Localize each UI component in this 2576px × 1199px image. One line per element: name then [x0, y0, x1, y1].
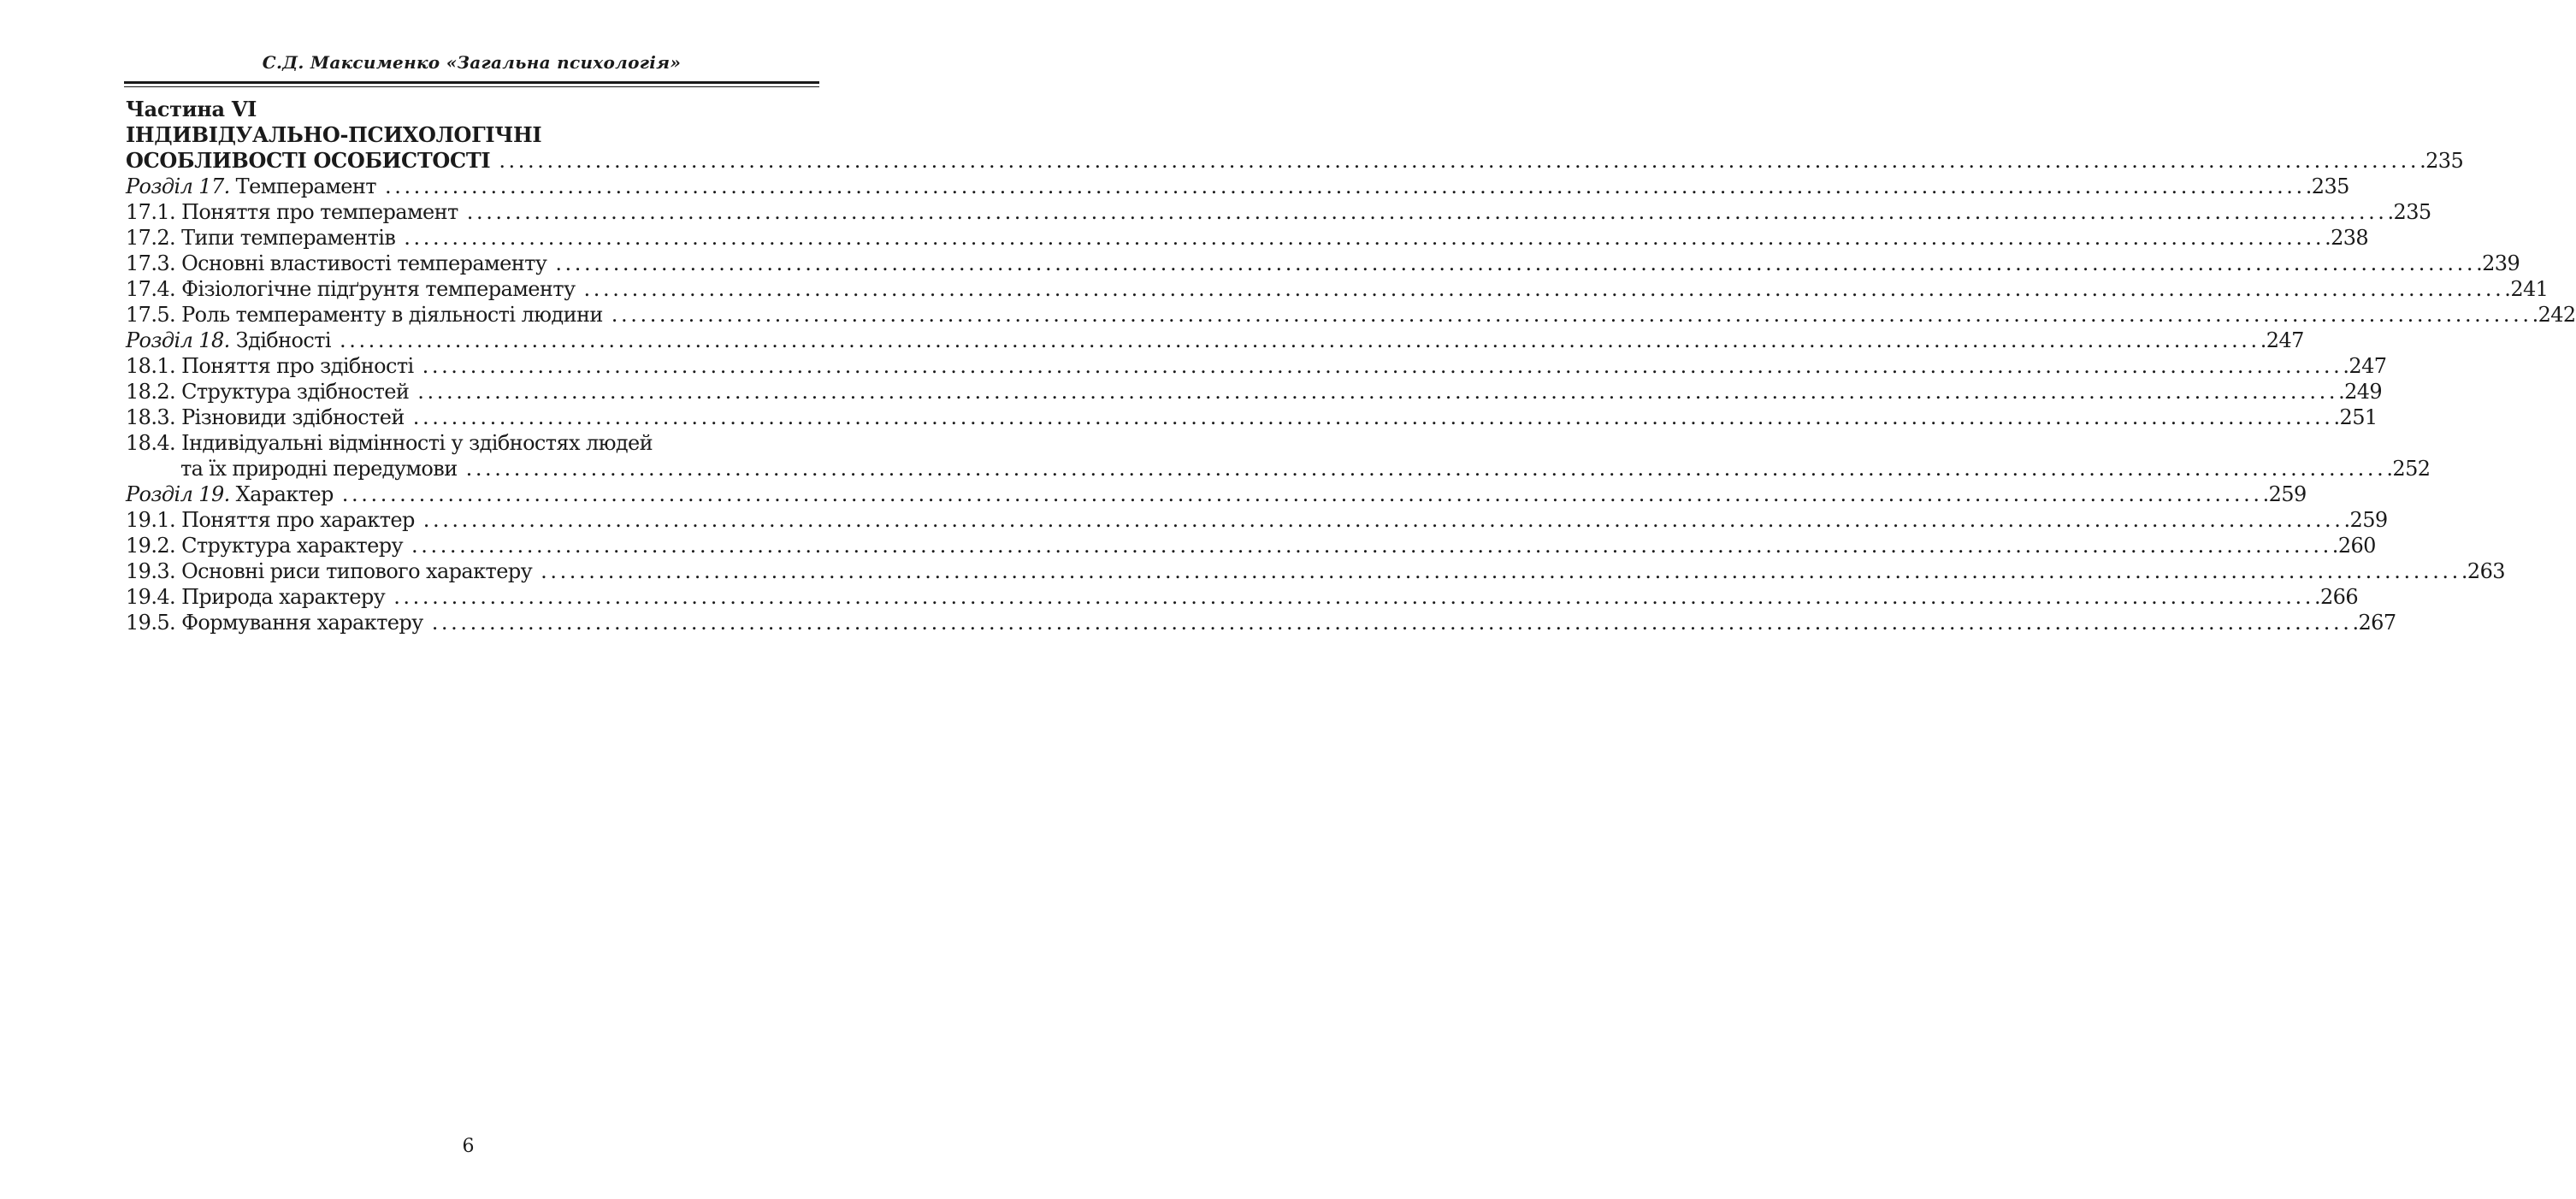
chapter-prefix: Розділ 18. — [126, 328, 230, 352]
part-title-line1: ІНДИВІДУАЛЬНО-ПСИХОЛОГІЧНІ — [126, 122, 542, 147]
toc-page: .241 — [2504, 277, 2549, 301]
running-head: С.Д. Максименко «Загальна психологія» — [262, 52, 682, 73]
header-rule-thick — [124, 81, 819, 84]
chapter-prefix: Розділ 19. — [126, 482, 230, 506]
toc-item-row — [126, 251, 2520, 276]
toc-item-row — [126, 353, 2387, 379]
leader-dots: ........................................................................................................................................................................................................ — [465, 457, 2387, 481]
page-number: 6 — [462, 1136, 475, 1157]
chapter-heading — [126, 174, 376, 199]
chapter-title: Здібності — [229, 328, 331, 352]
leader-dots: ........................................................................................................................................................................................................ — [431, 611, 2353, 635]
leader-dots: ........................................................................................................................................................................................................ — [499, 149, 2420, 173]
leader-dots: ........................................................................................................................................................................................................ — [466, 200, 2388, 224]
toc-chapter-row — [126, 481, 2307, 507]
toc-page: .259 — [2343, 508, 2388, 532]
toc-item-title: 18.1. Поняття про здібності — [126, 354, 414, 378]
leader-dots: ........................................................................................................................................................................................................ — [339, 328, 2260, 352]
part-label-row — [126, 97, 818, 122]
toc-item-title: 19.3. Основні риси типового характеру — [126, 559, 533, 583]
toc-item-title: 17.3. Основні властивості темпераменту — [126, 251, 547, 275]
chapter-title: Темперамент — [229, 174, 376, 198]
chapter-prefix: Розділ 17. — [126, 174, 230, 198]
toc-page: .249 — [2338, 380, 2383, 404]
leader-dots: ........................................................................................................................................................................................................ — [422, 354, 2343, 378]
toc-item-row — [126, 225, 2369, 251]
toc-item-title: 19.2. Структура характеру — [126, 534, 404, 558]
toc-item-title: 18.2. Структура здібностей — [126, 380, 410, 404]
leader-dots: ........................................................................................................................................................................................................ — [404, 226, 2325, 250]
toc-page: .238 — [2325, 226, 2369, 250]
part-title-row-1 — [126, 122, 818, 148]
chapter-heading — [126, 328, 331, 353]
toc-item-row — [126, 533, 2376, 558]
toc-item-title: 17.5. Роль темпераменту в діяльності людини — [126, 303, 603, 327]
toc-item-row — [126, 558, 2505, 584]
toc-item-row — [126, 379, 2383, 405]
leader-dots: ........................................................................................................................................................................................................ — [384, 174, 2306, 198]
toc-item-row — [126, 430, 818, 456]
toc-item-title: 19.5. Формування характеру — [126, 611, 423, 635]
header-rule-thin — [124, 86, 819, 87]
toc-page: .239 — [2476, 251, 2520, 275]
toc-page: .235 — [2305, 174, 2349, 198]
toc-item-title: 17.1. Поняття про темперамент — [126, 200, 458, 224]
toc-chapter-row — [126, 174, 2349, 199]
toc-item-continuation-row — [126, 456, 2431, 481]
chapter-title: Характер — [229, 482, 334, 506]
toc-page: .260 — [2331, 534, 2376, 558]
toc-item-row — [126, 584, 2359, 610]
toc-page: .266 — [2313, 585, 2359, 609]
toc-page: .235 — [2387, 200, 2431, 224]
toc-item-title: 19.4. Природа характеру — [126, 585, 386, 609]
leader-dots: ........................................................................................................................................................................................................ — [393, 585, 2314, 609]
toc-item-title: 17.2. Типи темпераментів — [126, 226, 396, 250]
leader-dots: ........................................................................................................................................................................................................ — [417, 380, 2339, 404]
toc-item-row — [126, 276, 2549, 302]
part-label: Частина VI — [126, 97, 257, 121]
leader-dots: ........................................................................................................................................................................................................ — [411, 534, 2332, 558]
leader-dots: ........................................................................................................................................................................................................ — [341, 482, 2263, 506]
leader-dots: ........................................................................................................................................................................................................ — [583, 277, 2505, 301]
toc-chapter-row — [126, 328, 2304, 353]
part-page: .235 — [2419, 149, 2464, 173]
leader-dots: ........................................................................................................................................................................................................ — [422, 508, 2344, 532]
toc-page: .259 — [2262, 482, 2307, 506]
toc-page: .247 — [2343, 354, 2387, 378]
table-of-contents — [126, 97, 2576, 635]
toc-page: .252 — [2386, 457, 2431, 481]
part-title-row-2 — [126, 148, 2464, 174]
toc-item-title: 19.1. Поняття про характер — [126, 508, 415, 532]
toc-item-row — [126, 199, 2431, 225]
toc-page: .263 — [2461, 559, 2505, 583]
chapter-heading — [126, 481, 334, 507]
toc-page: .251 — [2333, 405, 2378, 429]
toc-page: .247 — [2260, 328, 2304, 352]
toc-item-row — [126, 610, 2396, 635]
toc-item-title: 18.3. Різновиди здібностей — [126, 405, 405, 429]
toc-page: .242 — [2532, 303, 2576, 327]
leader-dots: ........................................................................................................................................................................................................ — [611, 303, 2532, 327]
toc-item-row — [126, 302, 2576, 328]
toc-item-title: 18.4. Індивідуальні відмінності у здібностях людей — [126, 431, 653, 455]
toc-item-title: 17.4. Фізіологічне підґрунтя темпераменту — [126, 277, 576, 301]
leader-dots: ........................................................................................................................................................................................................ — [412, 405, 2334, 429]
toc-item-row — [126, 405, 2378, 430]
leader-dots: ........................................................................................................................................................................................................ — [541, 559, 2461, 583]
part-title-line2: ОСОБЛИВОСТІ ОСОБИСТОСТІ — [126, 148, 491, 173]
toc-page: .267 — [2352, 611, 2396, 635]
toc-item-row — [126, 507, 2388, 533]
toc-item-continuation: та їх природні передумови — [180, 457, 458, 481]
leader-dots: ........................................................................................................................................................................................................ — [555, 251, 2477, 275]
